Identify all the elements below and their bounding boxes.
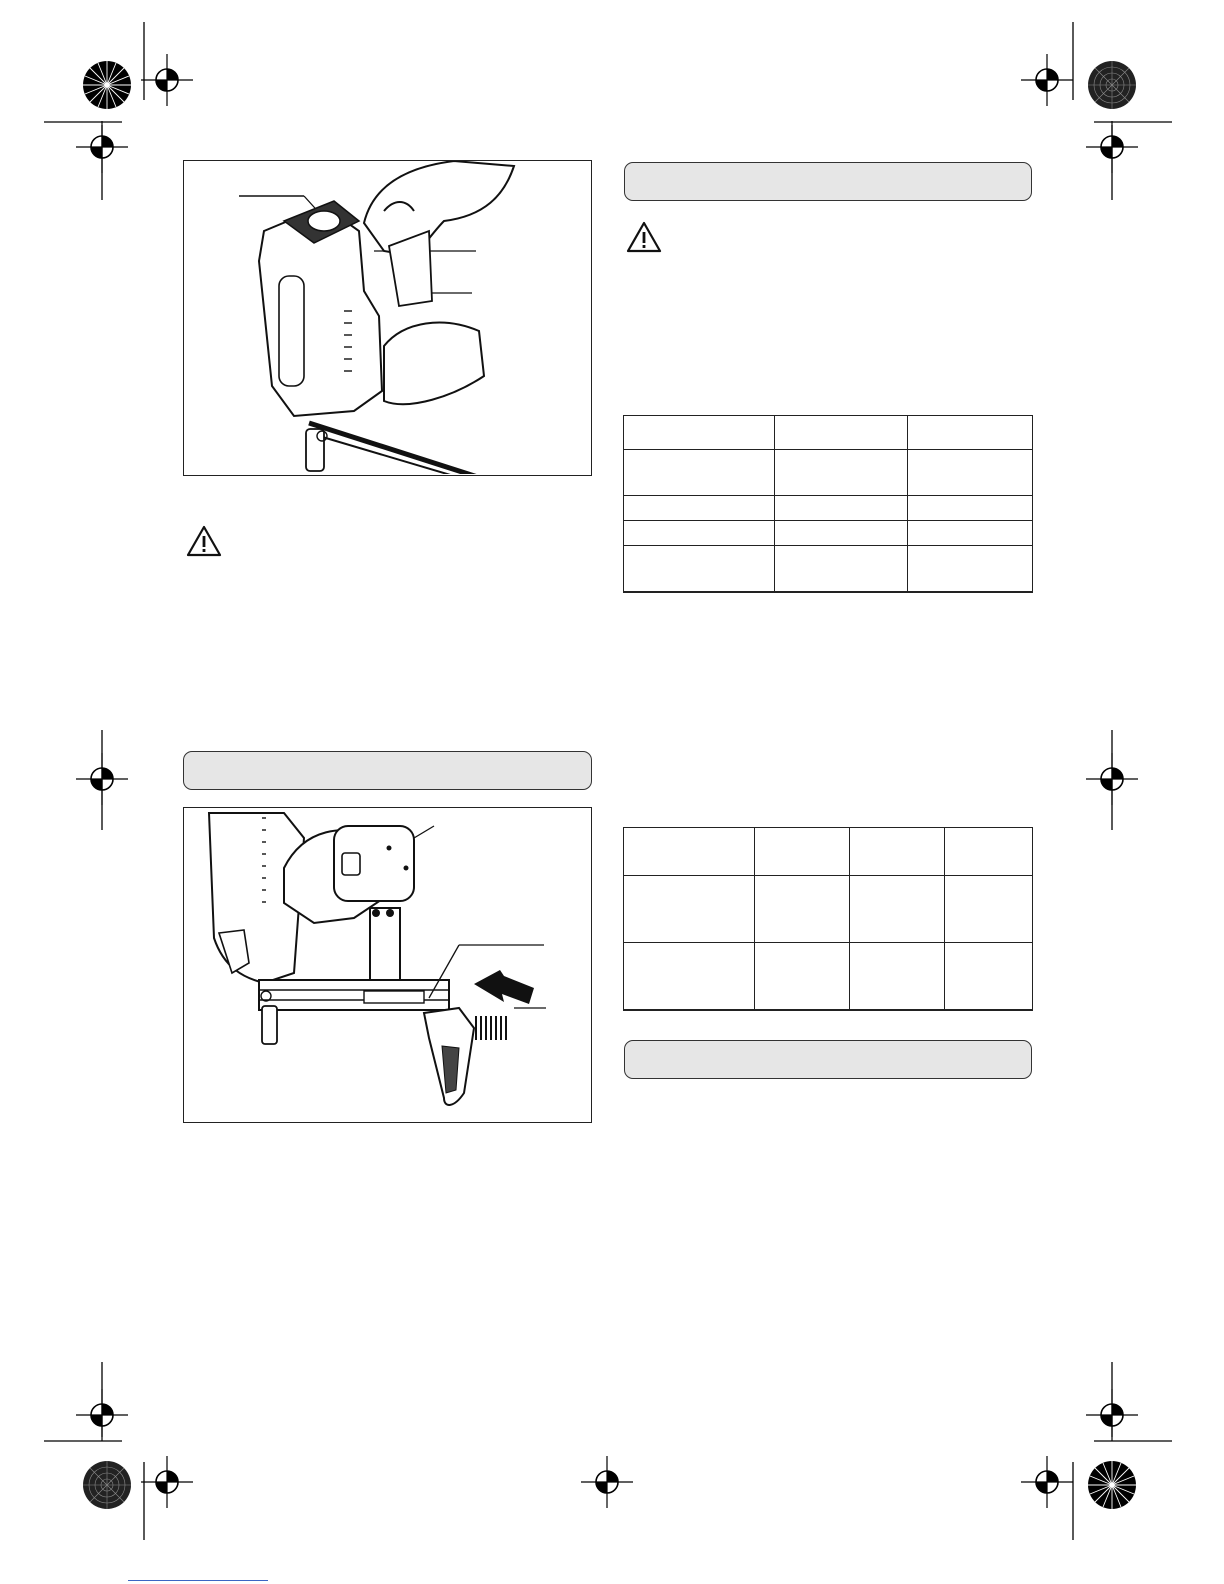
warning-triangle-icon [186, 525, 222, 557]
registration-target-icon [76, 753, 128, 805]
registration-target-icon [76, 1389, 128, 1441]
nailer-head-hand-illustration [184, 161, 590, 474]
starburst-calibration-icon [1087, 60, 1137, 110]
table-cell [945, 828, 1033, 876]
spec-table-lower [623, 827, 1033, 1011]
table-cell [624, 521, 775, 546]
table-cell [908, 496, 1033, 521]
table-row [624, 416, 1033, 450]
table-row [624, 521, 1033, 546]
registration-target-icon [76, 121, 128, 173]
footer-link-underline [128, 1580, 268, 1581]
registration-target-icon [581, 1456, 633, 1508]
spec-table-upper [623, 415, 1033, 593]
table-cell [850, 828, 945, 876]
figure-tool-top-view [183, 160, 592, 476]
table-row [624, 546, 1033, 592]
table-cell [624, 496, 775, 521]
table-cell [775, 521, 908, 546]
table-row [624, 943, 1033, 1010]
registration-target-icon [1086, 121, 1138, 173]
table-cell [624, 450, 775, 496]
registration-target-icon [141, 54, 193, 106]
table-row [624, 450, 1033, 496]
table-cell [908, 546, 1033, 592]
registration-target-icon [1086, 753, 1138, 805]
table-row [624, 496, 1033, 521]
table-row [624, 876, 1033, 943]
table-cell [624, 828, 755, 876]
table-cell [775, 416, 908, 450]
registration-target-icon [1086, 1389, 1138, 1441]
table-row [624, 828, 1033, 876]
registration-target-icon [1021, 1456, 1073, 1508]
section-bar-right-top [624, 162, 1032, 201]
starburst-calibration-icon [1087, 1460, 1137, 1510]
table-cell [908, 521, 1033, 546]
table-cell [775, 546, 908, 592]
table-cell [775, 450, 908, 496]
table-cell [945, 876, 1033, 943]
table-cell [624, 943, 755, 1010]
table-cell [624, 546, 775, 592]
table-cell [755, 828, 850, 876]
table-cell [850, 943, 945, 1010]
table-cell [755, 876, 850, 943]
table-cell [850, 876, 945, 943]
starburst-calibration-icon [82, 1460, 132, 1510]
warning-triangle-icon [626, 221, 662, 253]
registration-target-icon [141, 1456, 193, 1508]
table-cell [755, 943, 850, 1010]
section-bar-right-bottom [624, 1040, 1032, 1079]
table-cell [624, 876, 755, 943]
push-arrow-icon [474, 970, 534, 1004]
starburst-calibration-icon [82, 60, 132, 110]
table-cell [624, 416, 775, 450]
figure-magazine-loading [183, 807, 592, 1123]
table-cell [908, 416, 1033, 450]
table-cell [908, 450, 1033, 496]
table-cell [775, 496, 908, 521]
magazine-loading-illustration [184, 808, 590, 1121]
table-cell [945, 943, 1033, 1010]
registration-target-icon [1021, 54, 1073, 106]
section-bar-left-bottom [183, 751, 592, 790]
